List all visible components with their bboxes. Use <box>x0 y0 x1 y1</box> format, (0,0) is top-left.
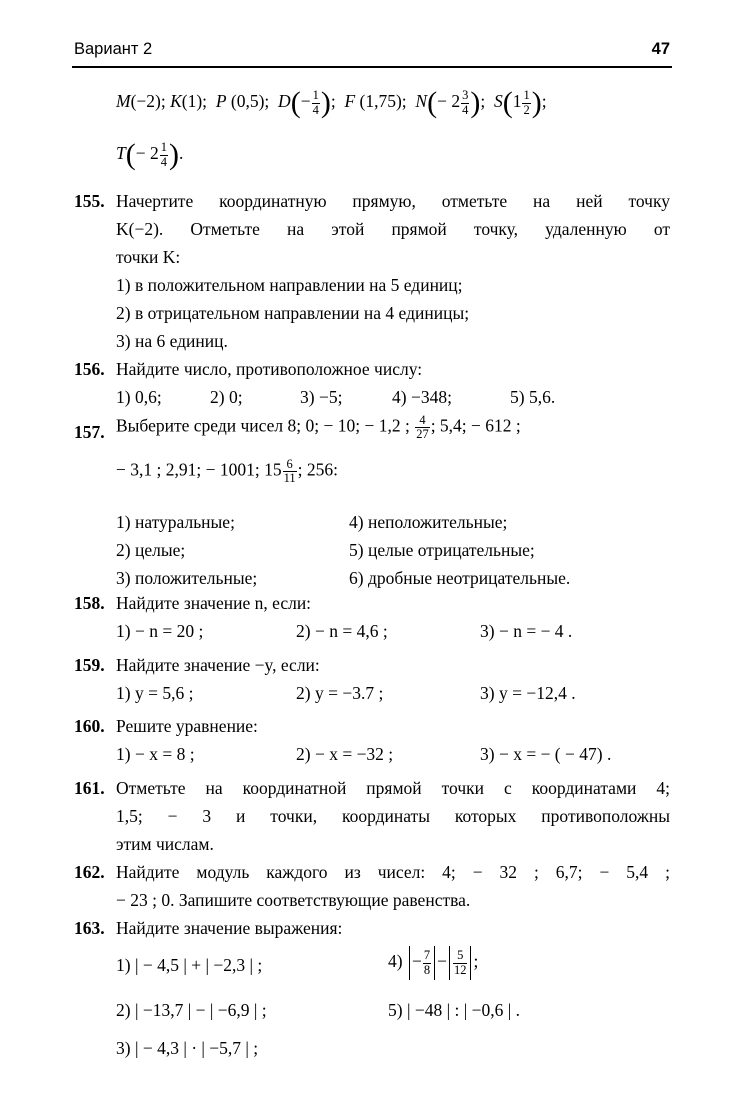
ex157-list-left <box>116 508 257 592</box>
ex157-item: 2) целые; <box>116 540 186 560</box>
ex159-text: Найдите значение −y, если: <box>116 655 320 675</box>
variant-title: Вариант 2 <box>74 40 153 58</box>
header-rule <box>72 66 672 68</box>
ex155-line-3: точки K: <box>116 247 181 267</box>
ex159-items <box>116 683 576 704</box>
ex155-number: 155. <box>74 191 105 211</box>
ex162-line-1: Найдите модуль каждого из чисел: 4; − 32 ; 6,7; − 5,4 ; <box>116 862 670 882</box>
ex163-text: Найдите значение выражения: <box>116 918 343 938</box>
ex156-items <box>116 387 555 408</box>
ex160-text: Решите уравнение: <box>116 716 258 736</box>
ex161-line-3: этим числам. <box>116 834 214 854</box>
ex163-expr-5: 5) | −48 | : | −0,6 | . <box>388 1000 520 1020</box>
ex158-item: 1) − n = 20 ; <box>116 621 204 641</box>
ex161-line-2: 1,5; − 3 и точки, координаты которых противоположны <box>116 806 670 826</box>
ex159-item: 2) y = −3.7 ; <box>296 683 384 703</box>
ex156-number: 156. <box>74 359 105 379</box>
ex159-number: 159. <box>74 655 105 675</box>
page-header <box>74 40 670 60</box>
ex159-item: 1) y = 5,6 ; <box>116 683 194 703</box>
ex163-expr-3: 3) | − 4,3 | · | −5,7 | ; <box>116 1038 259 1058</box>
ex161-line-1: Отметьте на координатной прямой точки с координатами 4; <box>116 778 670 798</box>
ex163-expr-4: 4) − $\frac{7}{8}$ − $\frac{5}{12}$ ; <box>388 946 478 980</box>
ex162-line-2: − 23 ; 0. Запишите соответствующие равенства. <box>116 890 471 910</box>
points-line-2: T(− 2 $\frac{1}{4}$ ). <box>116 138 184 171</box>
ex159-item: 3) y = −12,4 . <box>480 683 576 703</box>
ex155-line-1: Начертите координатную прямую, отметьте на ней точку <box>116 191 670 211</box>
ex160-number: 160. <box>74 716 105 736</box>
ex158-number: 158. <box>74 593 105 613</box>
points-line-1: M(−2); K(1); P (0,5); D(− $\frac{1}{4}$ ); F (1,75); N(− 2 $\frac{3}{4}$ ); S(1 $\frac{1}{2}$ ); <box>116 86 547 119</box>
ex157-list-right <box>349 508 570 592</box>
ex155-item-3: 3) на 6 единиц. <box>116 331 228 351</box>
ex160-items <box>116 744 611 765</box>
ex157-line-2: − 3,1 ; 2,91; − 1001; 15 $\frac{6}{11}$ ; 256: <box>116 457 338 486</box>
ex158-item: 3) − n = − 4 . <box>480 621 573 641</box>
ex157-item: 4) неположительные; <box>349 512 508 532</box>
ex157-item: 5) целые отрицательные; <box>349 540 535 560</box>
ex156-item: 3) −5; <box>300 387 343 407</box>
ex160-item: 1) − x = 8 ; <box>116 744 195 764</box>
ex163-expr-1: 1) | − 4,5 | + | −2,3 | ; <box>116 955 263 975</box>
ex157-item: 6) дробные неотрицательные. <box>349 568 571 588</box>
ex156-item: 5) 5,6. <box>510 387 556 407</box>
ex161-number: 161. <box>74 778 105 798</box>
ex160-item: 2) − x = −32 ; <box>296 744 394 764</box>
ex163-number: 163. <box>74 918 105 938</box>
ex157-item: 1) натуральные; <box>116 512 235 532</box>
ex156-item: 2) 0; <box>210 387 243 407</box>
ex155-item-1: 1) в положительном направлении на 5 единиц; <box>116 275 463 295</box>
ex155-line-2: K(−2). Отметьте на этой прямой точку, удаленную от <box>116 219 670 239</box>
page-number: 47 <box>651 40 670 58</box>
ex156-item: 1) 0,6; <box>116 387 162 407</box>
ex157-number: 157. <box>74 422 105 442</box>
ex162-number: 162. <box>74 862 105 882</box>
ex155-item-2: 2) в отрицательном направлении на 4 единицы; <box>116 303 470 323</box>
ex156-item: 4) −348; <box>392 387 452 407</box>
ex158-text: Найдите значение n, если: <box>116 593 312 613</box>
ex156-text: Найдите число, противоположное числу: <box>116 359 423 379</box>
ex157-item: 3) положительные; <box>116 568 258 588</box>
ex157-line-1: Выберите среди чисел 8; 0; − 10; − 1,2 ; $\frac{4}{27}$ ; 5,4; − 612 ; <box>116 413 521 442</box>
ex158-item: 2) − n = 4,6 ; <box>296 621 388 641</box>
ex160-item: 3) − x = − ( − 47) . <box>480 744 612 764</box>
ex158-items <box>116 621 572 642</box>
ex163-expr-2: 2) | −13,7 | − | −6,9 | ; <box>116 1000 267 1020</box>
